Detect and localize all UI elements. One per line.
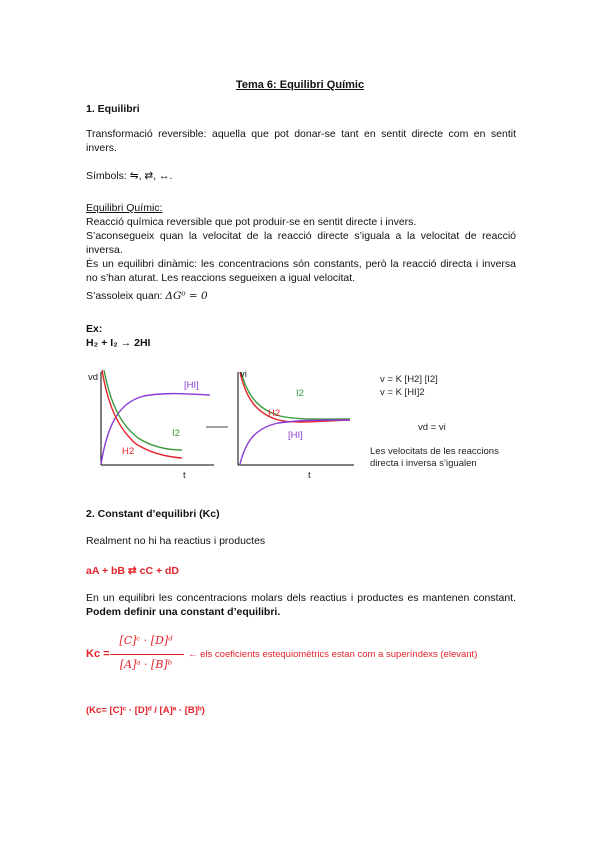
right-i2-label: I2 bbox=[296, 388, 304, 399]
rate-graphs-figure bbox=[86, 362, 516, 487]
equilibri-quimic-heading: Equilibri Químic: bbox=[86, 202, 163, 214]
page-title: Tema 6: Equilibri Químic bbox=[235, 79, 365, 91]
symbols-list: ⇋, ⇄, ↔. bbox=[129, 170, 173, 182]
left-i2-label: I2 bbox=[172, 428, 180, 439]
section-2-paragraph-2 bbox=[86, 592, 516, 619]
equilibri-line-4 bbox=[86, 290, 516, 304]
section-2-paragraph-1: Realment no hi ha reactius i productes bbox=[86, 535, 266, 547]
equilibri-line-2: S’aconsegueix quan la velocitat de la reacció directe s’iguala a la velocitat de reacció inversa. bbox=[86, 230, 516, 256]
symbols-line bbox=[86, 170, 516, 184]
figure-caption-line-1: Les velocitats de les reaccions bbox=[370, 446, 499, 457]
right-y-label: vi bbox=[240, 369, 247, 380]
equilibri-line-1: Reacció química reversible que pot produir-se en sentit directe i invers. bbox=[86, 216, 417, 228]
section-1-heading: 1. Equilibri bbox=[86, 103, 140, 115]
kc-formula-block bbox=[86, 632, 526, 680]
rate-equation-inverse: v = K [HI]2 bbox=[380, 387, 425, 398]
kc-label: Kc = bbox=[86, 648, 110, 660]
right-x-label: t bbox=[308, 470, 311, 481]
kc-fraction-bar bbox=[110, 654, 184, 655]
rate-equation-direct: v = K [H2] [I2] bbox=[380, 374, 438, 385]
section-1-paragraph: Transformació reversible: aquella que pot donar-se tant en sentit directe com en sentit invers. bbox=[86, 128, 516, 154]
rate-equality: vd = vi bbox=[418, 422, 446, 433]
left-i2-curve bbox=[104, 370, 182, 450]
kc-numerator: [C]ᶜ · [D]ᵈ bbox=[119, 634, 173, 647]
left-hi-label: [HI] bbox=[184, 380, 199, 391]
kc-note: ← els coeficients estequiomètrics estan com a superíndexs (elevant) bbox=[188, 649, 478, 660]
right-h2-label: H2 bbox=[268, 408, 281, 419]
figure-caption-line-2: directa i inversa s’igualen bbox=[370, 458, 477, 469]
section-2-paragraph-2-text: En un equilibri les concentracions molars dels reactius i productes es mantenen constant. bbox=[86, 592, 516, 604]
kc-denominator: [A]ᵃ · [B]ᵇ bbox=[119, 658, 173, 671]
left-h2-curve bbox=[102, 370, 182, 458]
equilibri-line-3: És un equilibri dinàmic: les concentracions són constants, però la reacció directa i inversa no s’han aturat. Les reaccions segueixen a igual velocitat. bbox=[86, 258, 516, 284]
left-h2-label: H2 bbox=[122, 446, 135, 457]
symbols-label: Símbols: bbox=[86, 170, 127, 182]
condition-label: S’assoleix quan: bbox=[86, 290, 163, 302]
right-h2-curve bbox=[240, 372, 350, 422]
general-reaction: aA + bB ⇄ cC + dD bbox=[86, 565, 180, 577]
left-x-label: t bbox=[183, 470, 186, 481]
section-2-paragraph-2-bold: Podem definir una constant d’equilibri. bbox=[86, 605, 281, 618]
right-hi-curve bbox=[240, 420, 350, 464]
kc-inline-formula: (Kc= [C]ᶜ · [D]ᵈ / [A]ᵃ · [B]ᵇ) bbox=[86, 705, 205, 716]
right-hi-label: [HI] bbox=[288, 430, 303, 441]
delta-g-formula: ΔG⁰ = 0 bbox=[165, 290, 208, 302]
left-y-label: vd bbox=[88, 372, 99, 383]
example-reaction: H₂ + I₂ → 2HI bbox=[86, 337, 151, 349]
section-2-heading: 2. Constant d’equilibri (Kc) bbox=[86, 508, 220, 520]
example-label: Ex: bbox=[86, 323, 103, 335]
